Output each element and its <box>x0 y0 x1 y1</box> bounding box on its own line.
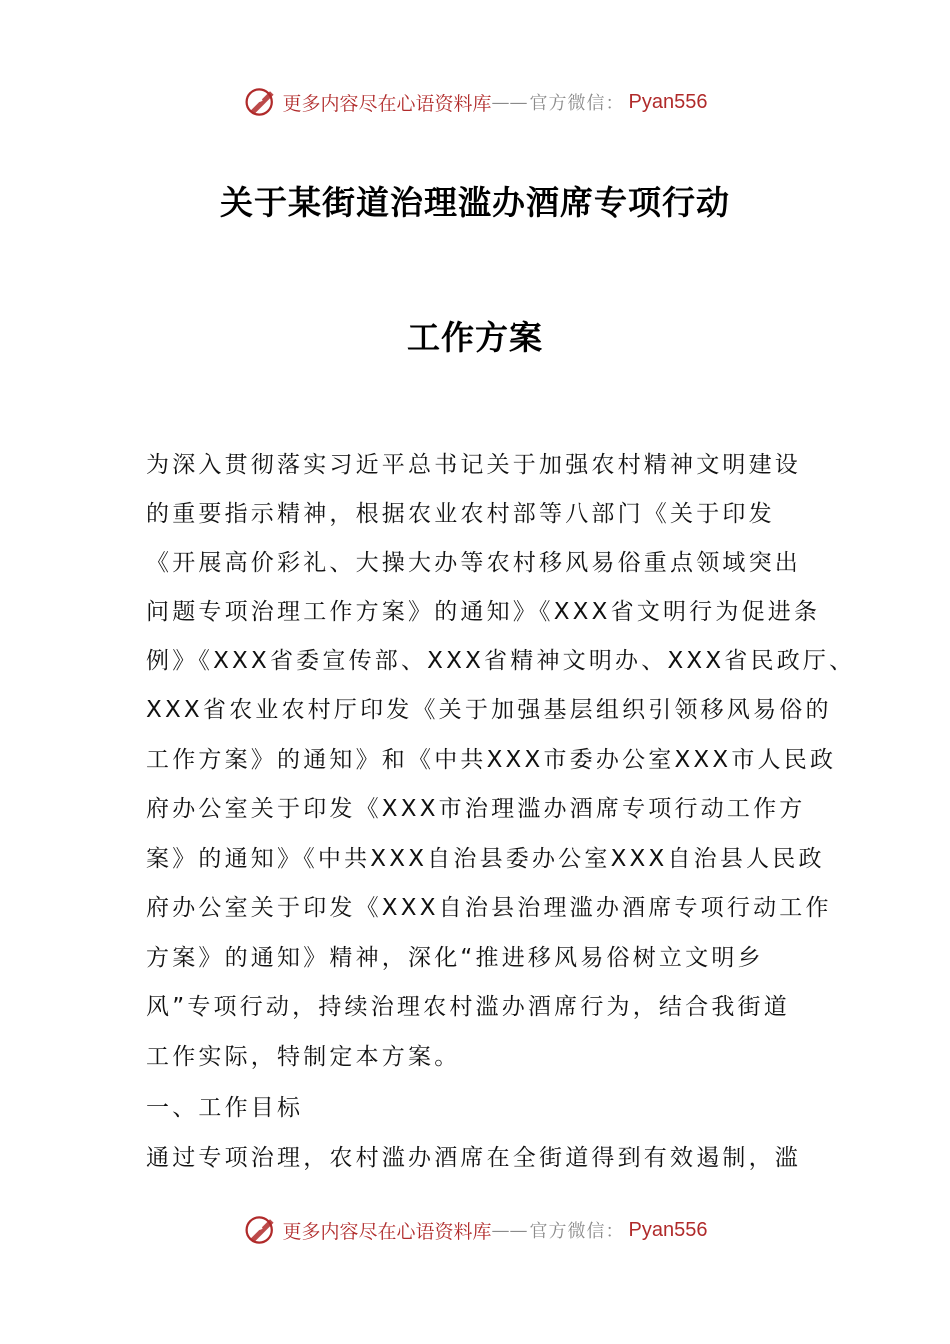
body-line: 的重要指示精神，根据农业农村部等八部门《关于印发 <box>146 501 775 527</box>
banner-text: 更多内容尽在心语资料库 <box>282 1220 492 1243</box>
body-line: 《开展高价彩礼、大操大办等农村移风易俗重点领域突出 <box>146 550 801 576</box>
body-line: 例》《XXX省委宣传部、XXX省精神文明办、XXX省民政厅、 <box>146 648 856 674</box>
banner-text: 更多内容尽在心语资料库 <box>282 92 492 115</box>
pen-logo-icon <box>243 1212 279 1248</box>
document-subtitle: 工作方案 <box>407 318 543 357</box>
banner-wechat-label: 官方微信： <box>529 93 625 114</box>
body-line: 工作方案》的通知》和《中共XXX市委办公室XXX市人民政 <box>146 747 837 773</box>
banner-wechat-id: Pyan556 <box>628 1218 708 1241</box>
body-line: XXX省农业农村厅印发《关于加强基层组织引领移风易俗的 <box>146 697 832 723</box>
banner-separator: —— <box>491 91 528 113</box>
body-line: 通过专项治理，农村滥办酒席在全街道得到有效遏制，滥 <box>146 1145 801 1171</box>
body-line: 方案》的通知》精神，深化“推进移风易俗树立文明乡 <box>146 945 764 971</box>
pen-logo-icon <box>243 84 279 120</box>
body-line: 案》的通知》《中共XXX自治县委办公室XXX自治县人民政 <box>146 846 825 872</box>
header-banner <box>0 82 950 122</box>
document-title: 关于某街道治理滥办酒席专项行动 <box>220 183 730 222</box>
banner-wechat-label: 官方微信： <box>529 1221 625 1242</box>
banner-separator: —— <box>491 1219 528 1241</box>
body-line: 工作实际，特制定本方案。 <box>146 1044 461 1070</box>
body-line: 为深入贯彻落实习近平总书记关于加强农村精神文明建设 <box>146 452 801 478</box>
body-line: 府办公室关于印发《XXX自治县治理滥办酒席专项行动工作 <box>146 895 832 921</box>
banner-wechat-id: Pyan556 <box>628 90 708 113</box>
body-line: 府办公室关于印发《XXX市治理滥办酒席专项行动工作方 <box>146 796 806 822</box>
body-line: 风”专项行动，持续治理农村滥办酒席行为，结合我街道 <box>146 994 790 1020</box>
section-heading: 一、工作目标 <box>146 1095 304 1121</box>
body-line: 问题专项治理工作方案》的通知》《XXX省文明行为促进条 <box>146 599 821 625</box>
footer-banner <box>0 1210 950 1250</box>
